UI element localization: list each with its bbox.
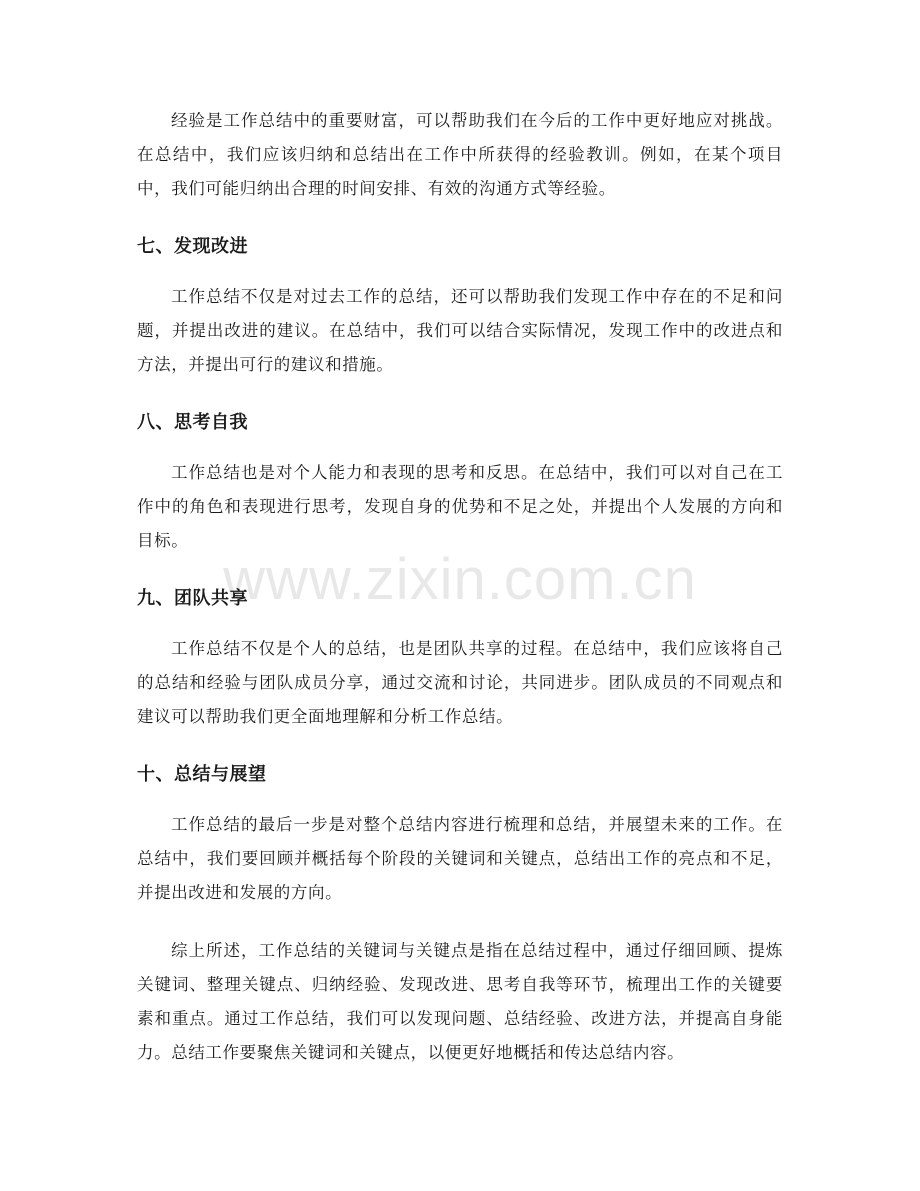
paragraph-self-reflection: 工作总结也是对个人能力和表现的思考和反思。在总结中，我们可以对自己在工作中的角色和表现进行思考，发现自身的优势和不足之处，并提出个人发展的方向和目标。: [137, 463, 783, 550]
section-heading-improvement: 七、发现改进: [137, 236, 248, 257]
paragraph-summary-outlook: 工作总结的最后一步是对整个总结内容进行梳理和总结，并展望未来的工作。在总结中，我们要回顾并概括每个阶段的关键词和关键点，总结出工作的亮点和不足，并提出改进和发展的方向。: [137, 815, 783, 902]
section-heading-summary-outlook: 十、总结与展望: [137, 764, 267, 785]
paragraph-conclusion: 综上所述，工作总结的关键词与关键点是指在总结过程中，通过仔细回顾、提炼关键词、整理关键点、归纳经验、发现改进、思考自我等环节，梳理出工作的关键要素和重点。通过工作总结，我们可以发现问题、总结经验、改进方法，并提高自身能力。总结工作要聚焦关键词和关键点，以便更好地概括和传达总结内容。: [137, 941, 783, 1062]
document-body: [137, 104, 783, 1094]
section-heading-team-sharing: 九、团队共享: [137, 588, 248, 609]
paragraph-improvement: 工作总结不仅是对过去工作的总结，还可以帮助我们发现工作中存在的不足和问题，并提出改进的建议。在总结中，我们可以结合实际情况，发现工作中的改进点和方法，并提出可行的建议和措施。: [137, 287, 783, 374]
paragraph-team-sharing: 工作总结不仅是个人的总结，也是团队共享的过程。在总结中，我们应该将自己的总结和经验与团队成员分享，通过交流和讨论，共同进步。团队成员的不同观点和建议可以帮助我们更全面地理解和分析工作总结。: [137, 639, 783, 726]
section-heading-self-reflection: 八、思考自我: [137, 412, 248, 433]
paragraph-experience: 经验是工作总结中的重要财富，可以帮助我们在今后的工作中更好地应对挑战。在总结中，我们应该归纳和总结出在工作中所获得的经验教训。例如，在某个项目中，我们可能归纳出合理的时间安排、有效的沟通方式等经验。: [137, 111, 783, 198]
watermark-text: www.zixin.com.cn: [223, 547, 697, 612]
